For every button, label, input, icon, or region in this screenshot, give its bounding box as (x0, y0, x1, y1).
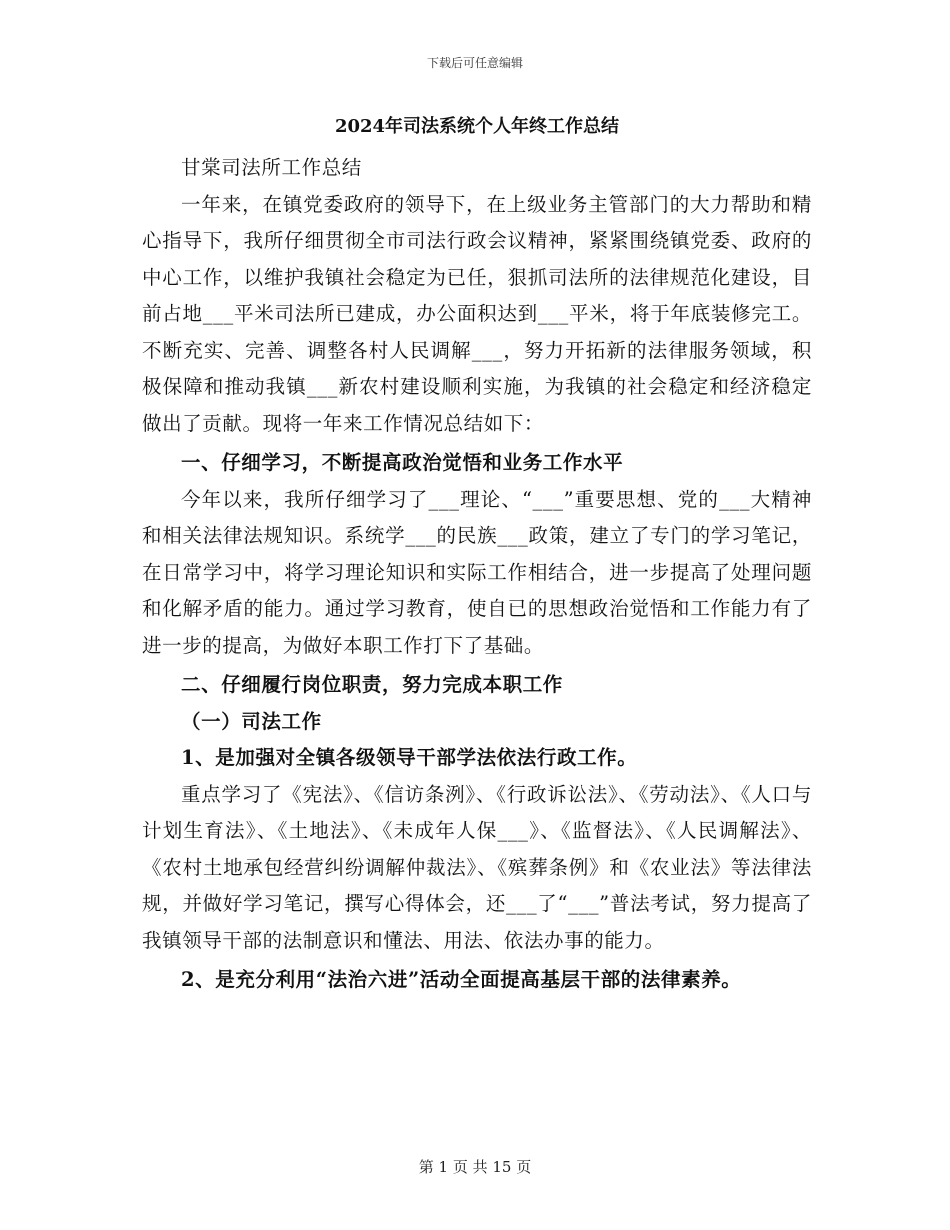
document-title: 2024年司法系统个人年终工作总结 (334, 116, 620, 137)
section-heading-2: 二、仔细履行岗位职责，努力完成本职工作 (181, 673, 563, 696)
section-1-paragraph: 今年以来，我所仔细学习了___理论、“___”重要思想、党的___大精神和相关法律法规知识。系统学___的民族___政策，建立了专门的学习笔记，在日常学习中，将学习理论知识和实际工作相结合，进一步提高了处理问题和化解矛盾的能力。通过学习教育，使自已的思想政治觉悟和工作能力有了进一步的提高，为做好本职工作打下了基础。 (142, 487, 812, 657)
page-header-note: 下载后可任意编辑 (426, 56, 523, 70)
section-heading-1: 一、仔细学习，不断提高政治觉悟和业务工作水平 (181, 451, 624, 474)
subsection-heading-judicial: （一）司法工作 (181, 709, 322, 733)
page-footer-number: 第 1 页 共 15 页 (418, 1158, 532, 1176)
intro-paragraph: 一年来，在镇党委政府的领导下，在上级业务主管部门的大力帮助和精心指导下，我所仔细贯彻全市司法行政会议精神，紧紧围绕镇党委、政府的中心工作，以维护我镇社会稳定为已任，狠抓司法所的法律规范化建设，目前占地___平米司法所已建成，办公面积达到___平米，将于年底装修完工。不断充实、完善、调整各村人民调解___，努力开拓新的法律服务领域，积极保障和推动我镇___新农村建设顺利实施，为我镇的社会稳定和经济稳定做出了贡献。现将一年来工作情况总结如下： (142, 192, 812, 435)
document-subtitle: 甘棠司法所工作总结 (181, 156, 362, 179)
item-heading-1: 1、是加强对全镇各级领导干部学法依法行政工作。 (181, 746, 638, 769)
item-heading-2: 2、是充分利用“法治六进”活动全面提高基层干部的法律素养。 (181, 968, 742, 991)
document-body (142, 112, 812, 999)
item-1-paragraph: 重点学习了《宪法》、《信访条洌》、《行政诉讼法》、《劳动法》、《人口与计划生育法》、《土地法》、《未成年人保___》、《监督法》、《人民调解法》、《农村土地承包经营纠纷调解仲裁法》、《殡葬条例》和《农业法》等法律法规，并做好学习笔记，撰写心得体会，还___了“___”普法考试，努力提高了我镇领导干部的法制意识和懂法、用法、依法办事的能力。 (142, 782, 812, 952)
